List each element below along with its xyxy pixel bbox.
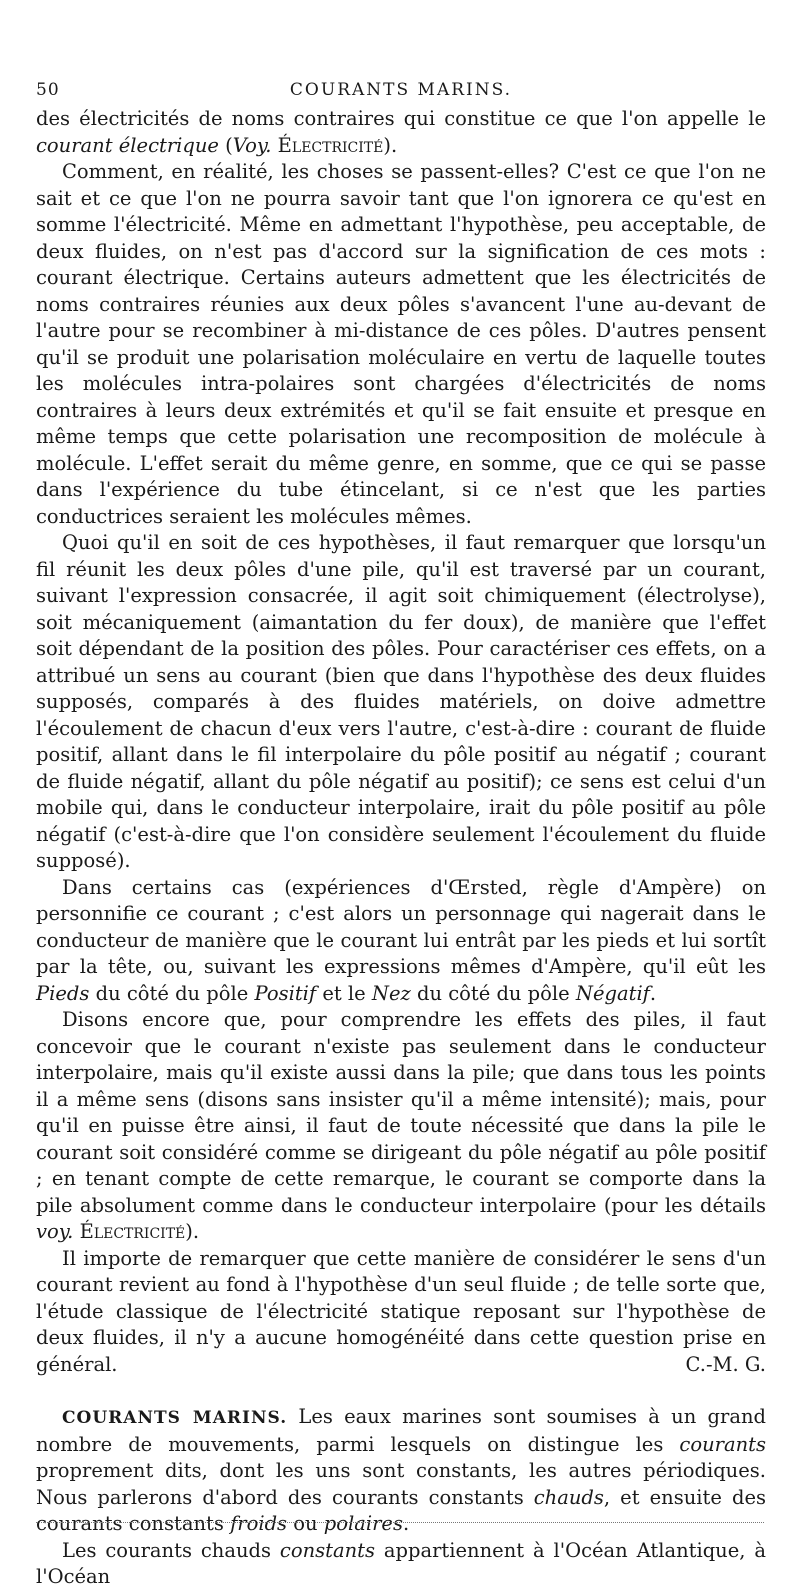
text-run: .: [402, 1512, 410, 1535]
italic-ref: Voy.: [232, 133, 272, 157]
page-number: 50: [36, 80, 60, 100]
article-title: COURANTS MARINS.: [62, 1408, 288, 1428]
paragraph: [36, 1246, 766, 1379]
text-run: ou: [287, 1512, 324, 1535]
text-run: .: [649, 981, 657, 1005]
running-title: COURANTS MARINS.: [289, 80, 513, 100]
text-run: appartiennent à l'Océan Atlantique, à l'Océan: [36, 1538, 766, 1588]
italic-term: Négatif: [575, 981, 650, 1005]
text-run: (: [218, 133, 233, 157]
paragraph: Quoi qu'il en soit de ces hypothèses, il faut remarquer que lorsqu'un fil réunit les deux pôles d'une pile, qu'il est traversé par un courant, suivant l'expression consacrée, il agit soit chimiquement (électrolyse), soit mécaniquement (aimantation du fer doux), de manière que l'effet soit dépendant de la position des pôles. Pour caractériser ces effets, on a attribué un sens au courant (bien que dans l'hypothèse des deux fluides supposés, comparés à des fluides matériels, on doive admettre l'écoulement de chacun d'eux vers l'autre, c'est-à-dire : courant de fluide positif, allant dans le fil interpolaire du pôle positif au négatif ; courant de fluide négatif, allant du pôle négatif au positif); ce sens est celui d'un mobile qui, dans le conducteur interpolaire, irait du pôle positif au pôle négatif (c'est-à-dire que l'on considère seulement l'écoulement du fluide supposé).: [36, 531, 766, 872]
italic-term: courant électrique: [36, 133, 219, 157]
text-run: ).: [185, 1220, 200, 1243]
italic-term: Positif: [254, 981, 317, 1005]
author-signature: C.-M. G.: [685, 1352, 766, 1376]
text-run: Dans certains cas (expériences d'Œrsted, règle d'Ampère) on personnifie ce courant ; c'est alors un personnage qui nagerait dans le conducteur de manière que le courant lui entrât par les pieds et lui sortît par la tête, ou, suivant les expressions mêmes d'Ampère, qu'il eût les: [36, 875, 766, 978]
italic-term: constants: [279, 1538, 375, 1562]
text-run: des électricités de noms contraires qui constitue ce que l'on appelle le: [36, 107, 766, 130]
paragraph: [36, 875, 766, 1008]
text-run: Disons encore que, pour comprendre les effets des piles, il faut concevoir que le courant n'existe pas seulement dans le conducteur interpolaire, mais qu'il existe aussi dans la pile; que dans tous les points il a même sens (disons sans insister qu'il a même intensité); mais, pour qu'il en puisse être ainsi, il faut de toute nécessité que dans la pile le courant soit considéré comme se dirigeant du pôle négatif au pôle positif ; en tenant compte de cette remarque, le courant se comporte dans la pile absolument comme dans le conducteur interpolaire (pour les détails: [36, 1008, 766, 1217]
text-run: et le: [316, 981, 372, 1005]
text-run: du côté du pôle: [89, 981, 255, 1005]
article-paragraph: [36, 1404, 766, 1538]
cross-reference: Électricité: [79, 1220, 186, 1243]
text-run: proprement dits, dont les uns sont constants, les autres périodiques. Nous parlerons d'abord des courants constants: [36, 1459, 766, 1509]
italic-term: Pieds: [36, 981, 90, 1005]
footer-dotted-rule: [36, 1522, 764, 1524]
paragraph: [36, 1007, 766, 1246]
article-paragraph: [36, 1538, 766, 1591]
italic-term: chauds: [533, 1485, 604, 1509]
page-header: [36, 72, 766, 106]
text-run: du côté du pôle: [410, 981, 576, 1005]
italic-term: polaires: [323, 1512, 403, 1535]
italic-term: Nez: [371, 981, 411, 1005]
text-run: Il importe de remarquer que cette manière de considérer le sens d'un courant revient au fond à l'hypothèse d'un seul fluide ; de telle sorte que, l'étude classique de l'électricité statique reposant sur l'hypothèse de deux fluides, il n'y a aucune homogénéité dans cette question prise en général.: [36, 1246, 766, 1376]
italic-term: froids: [230, 1512, 288, 1535]
paragraph: Comment, en réalité, les choses se passent-elles? C'est ce que l'on ne sait et ce que l'on ne pourra savoir tant que l'on ignorera ce qu'est en somme l'électricité. Même en admettant l'hypothèse, peu acceptable, de deux fluides, on n'est pas d'accord sur la signification de ces mots : courant électrique. Certains auteurs admettent que les électricités de noms contraires réunies aux deux pôles s'avancent l'une au-devant de l'autre pour se recombiner à mi-distance de ces pôles. D'autres pensent qu'il se produit une polarisation moléculaire en vertu de laquelle toutes les molécules intra-polaires sont chargées d'électricités de noms contraires à leurs deux extrémités et qu'il se fait ensuite et presque en même temps que cette polarisation une recomposition de molécule à molécule. L'effet serait du même genre, en somme, que ce qui se passe dans l'expérience du tube étincelant, si ce n'est que les parties conductrices seraient les molécules mêmes.: [36, 160, 766, 528]
text-run: , et ensuite des courants constants: [36, 1485, 766, 1535]
text-run: Les eaux marines sont soumises à un grand nombre de mouvements, parmi lesquels on distingue les: [36, 1405, 766, 1456]
cross-reference: Électricité: [277, 133, 384, 157]
text-run: ).: [383, 133, 398, 157]
text-run: Les courants chauds: [62, 1538, 280, 1562]
page: [36, 72, 766, 1591]
italic-ref: voy.: [36, 1220, 74, 1243]
paragraph-continuation: [36, 106, 766, 159]
italic-term: courants: [679, 1432, 766, 1456]
